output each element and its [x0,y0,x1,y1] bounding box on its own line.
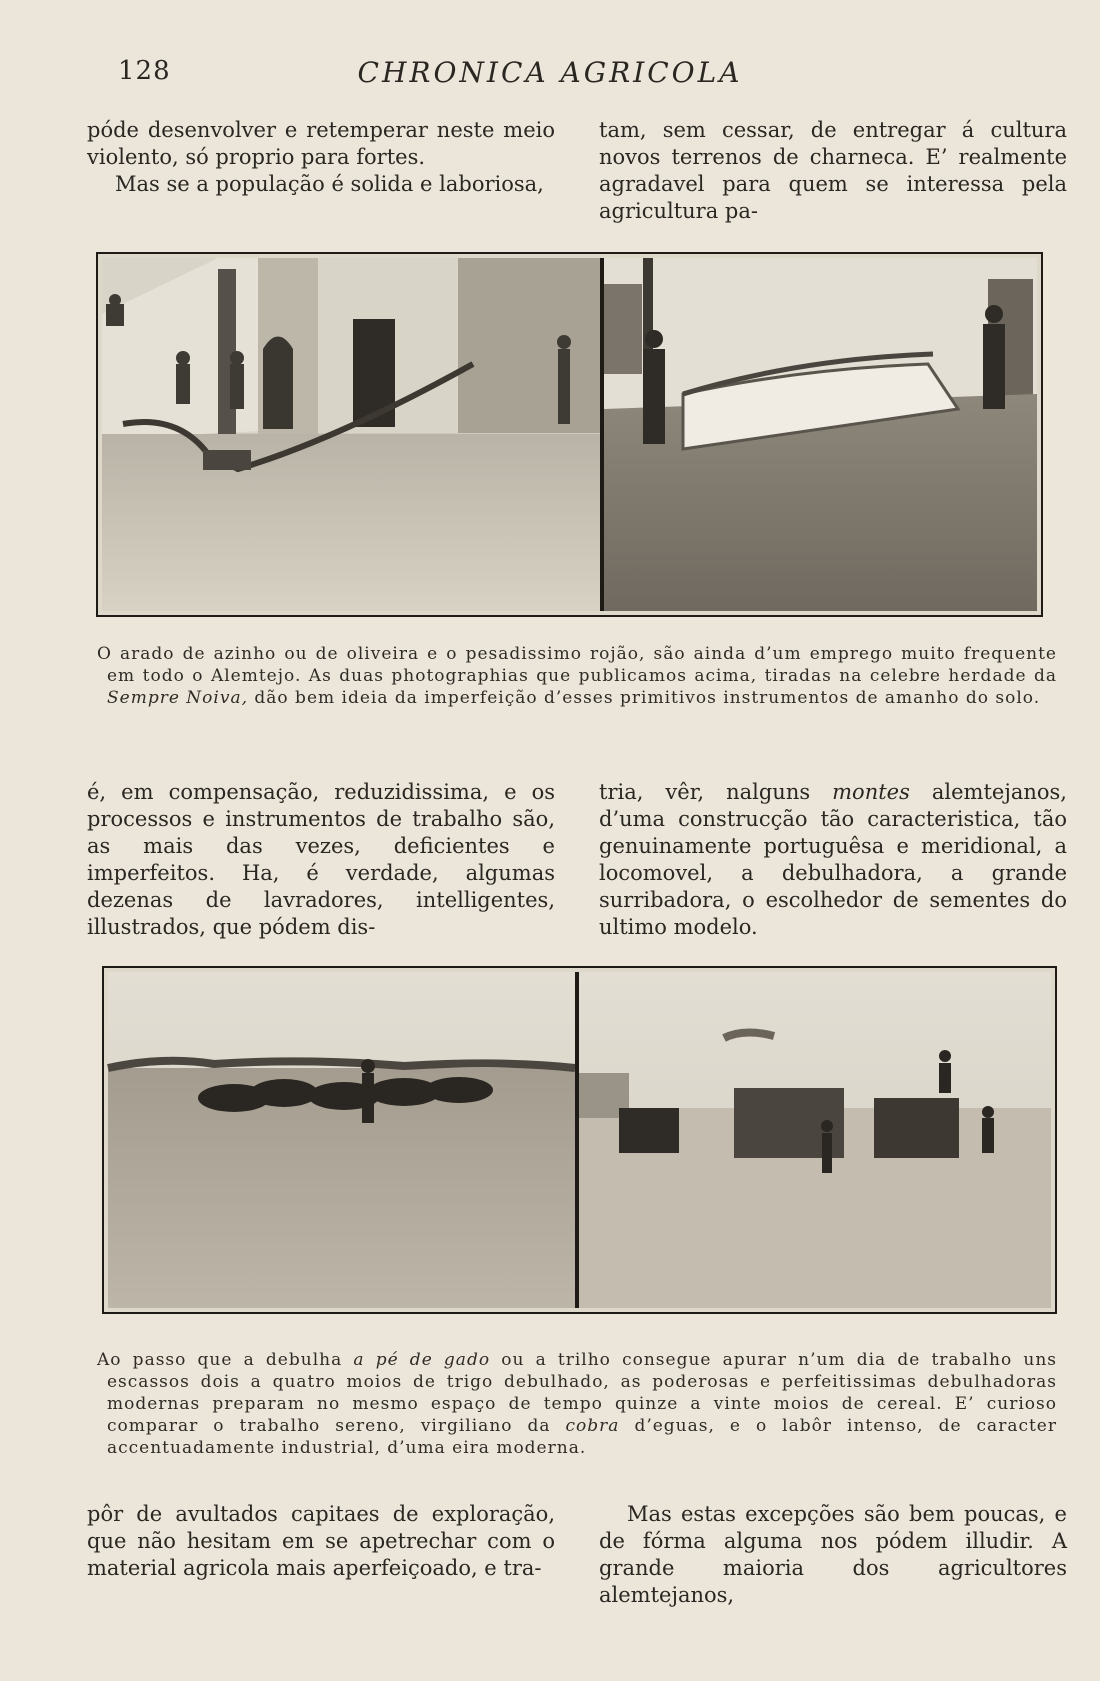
photo-heavy-roller [604,258,1037,611]
photo-plates-ploughs [96,252,1043,617]
photo-threshing-machine [579,972,1051,1308]
text-column-left-top [87,117,555,198]
photo-illustrations-bottom [104,968,1055,1312]
text-column-right-middle [599,779,1067,941]
paragraph: é, em compensação, reduzidissima, e os processos e instrumentos de trabalho são, as mais das vezes, deficientes e imperfeitos. Ha, é verdade, algumas dezenas de lavradores, intelligentes, illustrados, que pódem dis- [87,780,555,939]
text-column-left-bottom [87,1501,555,1582]
paragraph: tam, sem cessar, de entregar á cultura novos terrenos de charneca. E’ realmente agradavel para quem se interessa pela agricultura pa- [599,118,1067,223]
caption-text: Ao passo que a debulha a pé de gado ou a trilho consegue apurar n’um dia de trabalho uns escassos dois a quatro moios de trigo debulhado, as poderosas e perfeitissimas debulhadoras modernas preparam no mesmo espaço de tempo quinze a vinte moios de cereal. E’ curioso comparar o trabalho sereno, virgiliano da cobra d’eguas, e o labôr intenso, de caracter accentuadamente industrial, d’uma eira moderna. [97,1350,1057,1458]
caption-text: O arado de azinho ou de oliveira e o pesadissimo rojão, são ainda d’um emprego muito frequente em todo o Alemtejo. As duas photographias que publicamos acima, tiradas na celebre herdade da Sempre Noiva, dão bem ideia da imperfeição d’esses primitivos instrumentos de amanho do solo. [97,644,1057,708]
photo-illustrations-top [98,254,1041,615]
text-column-left-middle [87,779,555,941]
paragraph: Mas se a população é solida e laboriosa, [115,172,544,196]
photo-horse-threshing [108,972,575,1308]
paragraph: póde desenvolver e retemperar neste meio violento, só proprio para fortes. [87,118,555,169]
paragraph: pôr de avultados capitaes de exploração, que não hesitam em se apetrechar com o material agricola mais aperfeiçoado, e tra- [87,1502,555,1580]
photo-caption-top [97,643,1057,709]
paragraph: tria, vêr, nalguns montes alemtejanos, d’uma construcção tão caracteristica, tão genuinamente portuguêsa e meridional, a locomovel, a debulhadora, a grande surribadora, o escolhedor de sementes do ultimo modelo. [599,780,1067,939]
page-number: 128 [118,56,171,86]
paragraph: Mas estas excepções são bem poucas, e de fórma alguma nos pódem illudir. A grande maioria dos agricultores alemtejanos, [599,1502,1067,1607]
photo-caption-bottom [97,1349,1057,1459]
running-title: CHRONICA AGRICOLA [357,56,743,89]
photo-plates-threshing [102,966,1057,1314]
photo-plough-courtyard [102,258,600,611]
text-column-right-bottom [599,1501,1067,1609]
text-column-right-top [599,117,1067,225]
